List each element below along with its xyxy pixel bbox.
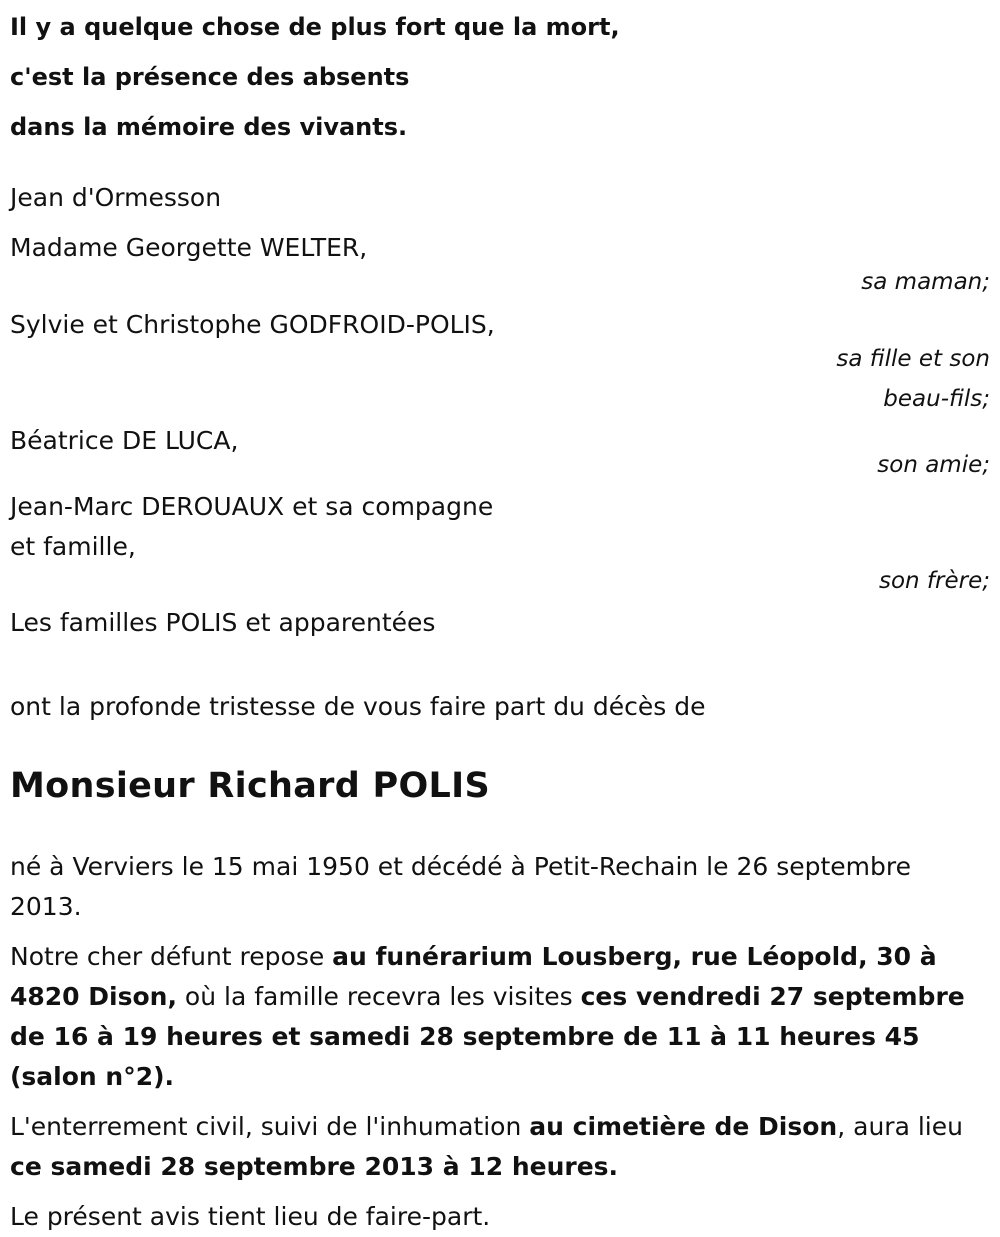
closing-note: Le présent avis tient lieu de faire-part.: [10, 1202, 491, 1231]
family-entry: [10, 487, 990, 601]
quote: [10, 0, 990, 152]
family-name: Les familles POLIS et apparentées: [10, 608, 436, 637]
quote-line: Il y a quelque chose de plus fort que la mort,: [10, 13, 620, 41]
family-entry: [10, 603, 990, 643]
family-entry: [10, 305, 990, 419]
family-relation: beau-fils;: [883, 386, 990, 412]
family-name: Béatrice DE LUCA,: [10, 426, 239, 455]
family-relation: son amie;: [877, 452, 990, 478]
family-list: [10, 228, 990, 643]
quote-author: Jean d'Ormesson: [10, 183, 222, 212]
visitation-text: Notre cher défunt repose: [10, 942, 333, 971]
deceased-name: Monsieur Richard POLIS: [10, 766, 490, 806]
family-relation: sa maman;: [861, 269, 990, 295]
funeral-text: , aura lieu: [837, 1112, 963, 1141]
cemetery: au cimetière de Dison: [529, 1112, 838, 1141]
birth-death-info: né à Verviers le 15 mai 1950 et décédé à Petit-Rechain le 26 septembre 2013.: [10, 852, 912, 921]
family-entry: [10, 228, 990, 302]
visitation-text: où la famille recevra les visites: [176, 982, 581, 1011]
funeral-text: L'enterrement civil, suivi de l'inhumation: [10, 1112, 530, 1141]
quote-line: dans la mémoire des vivants.: [10, 113, 408, 141]
quote-line: c'est la présence des absents: [10, 63, 410, 91]
family-entry: [10, 421, 990, 485]
family-name: Sylvie et Christophe GODFROID-POLIS,: [10, 310, 495, 339]
family-relation: son frère;: [878, 568, 990, 594]
obituary-notice: [10, 0, 990, 1237]
announcement-intro: ont la profonde tristesse de vous faire part du décès de: [10, 692, 706, 721]
funeral-home: au funérarium Lousberg, rue Léopold, 30 à 4820 Dison,: [10, 942, 937, 1011]
visitation-info: [10, 937, 990, 1097]
family-name: Jean-Marc DEROUAUX et sa compagne et famille,: [10, 492, 494, 561]
family-relation: sa fille et son: [836, 346, 990, 372]
funeral-info: [10, 1107, 990, 1187]
funeral-date: ce samedi 28 septembre 2013 à 12 heures.: [10, 1152, 619, 1181]
visitation-hours: ces vendredi 27 septembre de 16 à 19 heures et samedi 28 septembre de 11 à 11 heures 45 (salon n°2).: [10, 982, 965, 1091]
family-name: Madame Georgette WELTER,: [10, 233, 368, 262]
